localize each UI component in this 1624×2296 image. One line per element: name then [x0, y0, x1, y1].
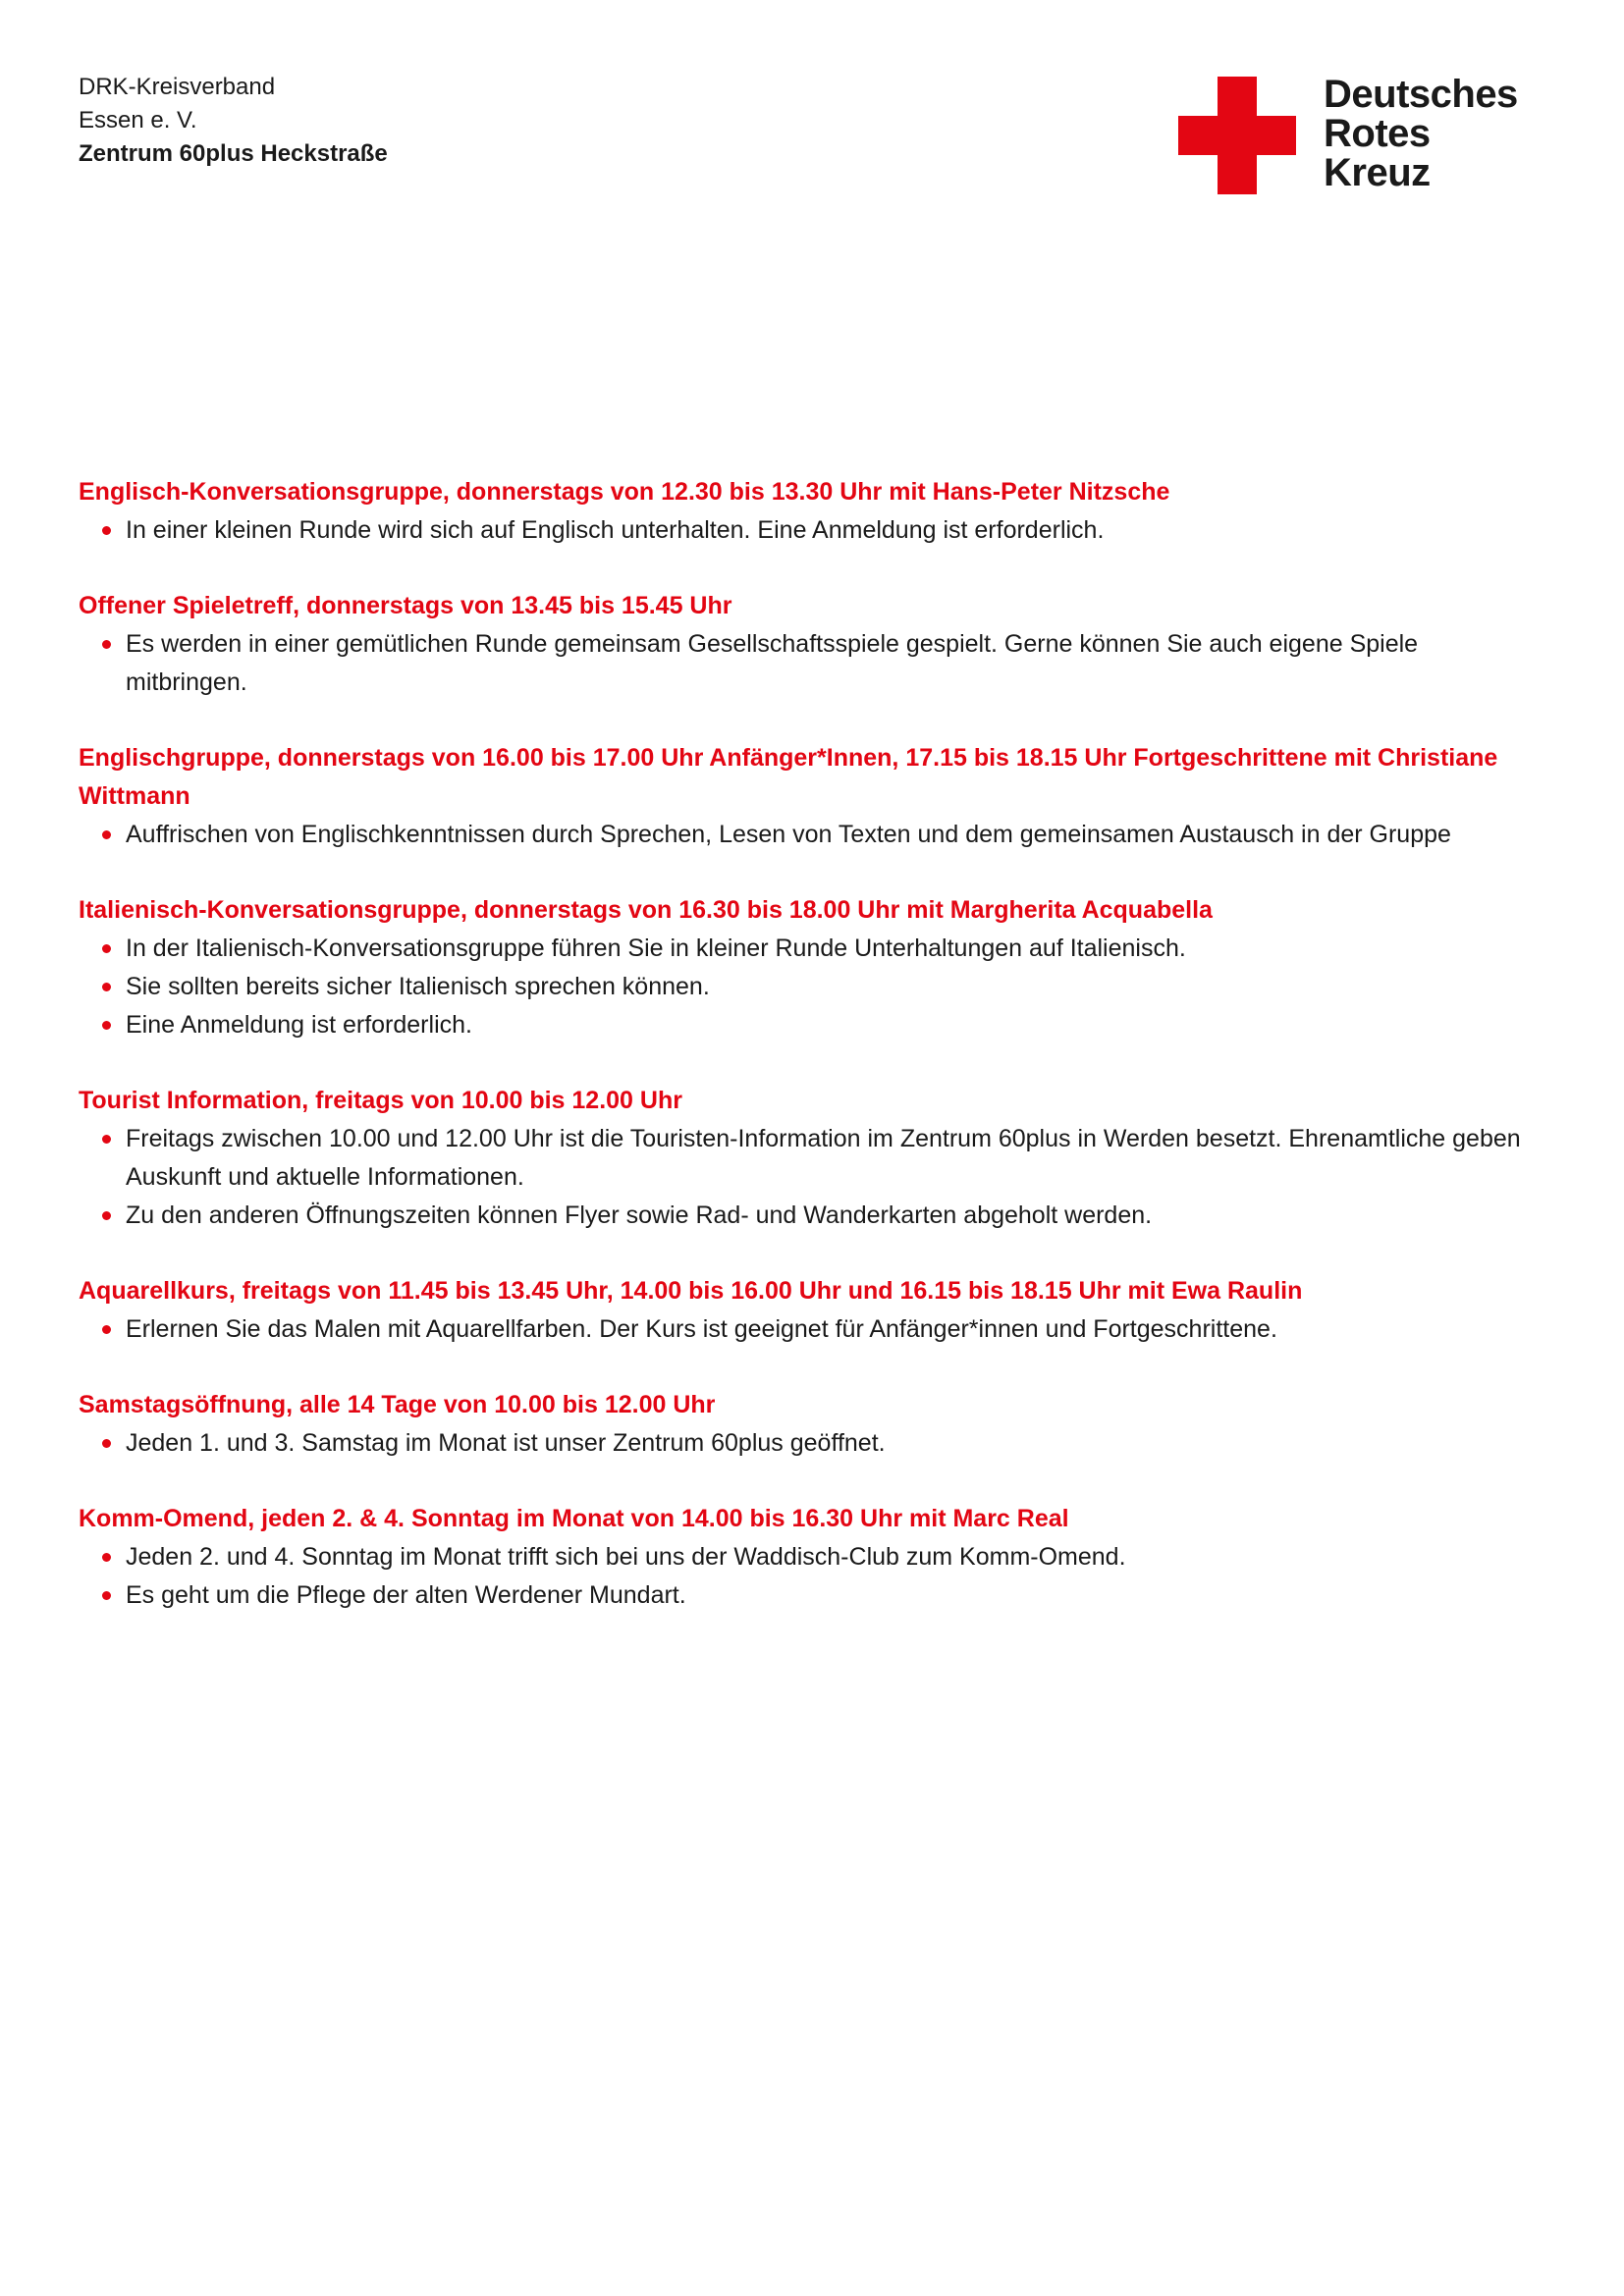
list-item — [79, 1310, 1542, 1349]
bullet-dot-icon — [102, 1439, 111, 1448]
list-item — [79, 625, 1542, 702]
list-item — [79, 968, 1542, 1006]
program-section — [79, 739, 1542, 854]
bullet-list — [79, 1310, 1542, 1349]
list-item — [79, 511, 1542, 550]
bullet-dot-icon — [102, 1553, 111, 1562]
sender-line-center: Zentrum 60plus Heckstraße — [79, 140, 388, 167]
bullet-dot-icon — [102, 1591, 111, 1600]
bullet-list — [79, 816, 1542, 854]
bullet-dot-icon — [102, 1211, 111, 1220]
bullet-dot-icon — [102, 526, 111, 535]
bullet-dot-icon — [102, 640, 111, 649]
list-item — [79, 1197, 1542, 1235]
program-section — [79, 1500, 1542, 1615]
bullet-list — [79, 1538, 1542, 1615]
program-section — [79, 587, 1542, 702]
section-heading: Komm-Omend, jeden 2. & 4. Sonntag im Monat von 14.00 bis 16.30 Uhr mit Marc Real — [79, 1505, 1069, 1532]
section-heading: Englisch-Konversationsgruppe, donnerstags von 12.30 bis 13.30 Uhr mit Hans-Peter Nitzsche — [79, 478, 1170, 506]
sender-line-organization: DRK-Kreisverband — [79, 74, 276, 100]
list-item — [79, 816, 1542, 854]
list-item — [79, 1576, 1542, 1615]
section-heading: Englischgruppe, donnerstags von 16.00 bis 17.00 Uhr Anfänger*Innen, 17.15 bis 18.15 Uhr Fortgeschrittene mit Christiane Wittmann — [79, 744, 1498, 810]
sender-line-city: Essen e. V. — [79, 107, 197, 133]
list-item-text: Jeden 1. und 3. Samstag im Monat ist unser Zentrum 60plus geöffnet. — [126, 1429, 886, 1457]
list-item — [79, 930, 1542, 968]
bullet-dot-icon — [102, 1135, 111, 1144]
sender-address — [79, 71, 388, 171]
list-item-text: Auffrischen von Englischkenntnissen durch Sprechen, Lesen von Texten und dem gemeinsamen Austausch in der Gruppe — [126, 821, 1451, 848]
bullet-list — [79, 511, 1542, 550]
program-section — [79, 1272, 1542, 1349]
program-section — [79, 1386, 1542, 1463]
section-heading: Samstagsöffnung, alle 14 Tage von 10.00 bis 12.00 Uhr — [79, 1391, 716, 1418]
bullet-dot-icon — [102, 830, 111, 839]
list-item-text: In einer kleinen Runde wird sich auf Englisch unterhalten. Eine Anmeldung ist erforderlich. — [126, 516, 1105, 544]
list-item-text: In der Italienisch-Konversationsgruppe führen Sie in kleiner Runde Unterhaltungen auf Italienisch. — [126, 934, 1186, 962]
list-item-text: Zu den anderen Öffnungszeiten können Flyer sowie Rad- und Wanderkarten abgeholt werden. — [126, 1201, 1153, 1229]
list-item — [79, 1006, 1542, 1044]
program-list — [79, 473, 1542, 1652]
section-heading: Offener Spieletreff, donnerstags von 13.45 bis 15.45 Uhr — [79, 592, 732, 619]
logo-wordmark — [1324, 75, 1518, 192]
program-section — [79, 1082, 1542, 1235]
red-cross-icon — [1178, 77, 1296, 194]
list-item — [79, 1538, 1542, 1576]
bullet-list — [79, 1424, 1542, 1463]
list-item-text: Sie sollten bereits sicher Italienisch sprechen können. — [126, 973, 710, 1000]
section-heading: Aquarellkurs, freitags von 11.45 bis 13.45 Uhr, 14.00 bis 16.00 Uhr und 16.15 bis 18.15 Uhr mit Ewa Raulin — [79, 1277, 1303, 1305]
bullet-dot-icon — [102, 1021, 111, 1030]
bullet-dot-icon — [102, 1325, 111, 1334]
bullet-list — [79, 930, 1542, 1044]
logo-word-deutsches: Deutsches — [1324, 73, 1518, 116]
list-item — [79, 1120, 1542, 1197]
list-item-text: Freitags zwischen 10.00 und 12.00 Uhr ist die Touristen-Information im Zentrum 60plus in Werden besetzt. Ehrenamtliche geben Auskunft und aktuelle Informationen. — [126, 1125, 1521, 1191]
program-section — [79, 891, 1542, 1044]
bullet-list — [79, 625, 1542, 702]
logo-word-kreuz: Kreuz — [1324, 151, 1431, 194]
section-heading: Italienisch-Konversationsgruppe, donnerstags von 16.30 bis 18.00 Uhr mit Margherita Acquabella — [79, 896, 1213, 924]
list-item-text: Es geht um die Pflege der alten Werdener Mundart. — [126, 1581, 686, 1609]
list-item-text: Erlernen Sie das Malen mit Aquarellfarben. Der Kurs ist geeignet für Anfänger*innen und Fortgeschrittene. — [126, 1315, 1277, 1343]
list-item-text: Jeden 2. und 4. Sonntag im Monat trifft sich bei uns der Waddisch-Club zum Komm-Omend. — [126, 1543, 1126, 1571]
list-item-text: Es werden in einer gemütlichen Runde gemeinsam Gesellschaftsspiele gespielt. Gerne können Sie auch eigene Spiele mitbringen. — [126, 630, 1419, 696]
bullet-dot-icon — [102, 944, 111, 953]
logo-word-rotes: Rotes — [1324, 112, 1431, 155]
program-section — [79, 473, 1542, 550]
bullet-list — [79, 1120, 1542, 1235]
section-heading: Tourist Information, freitags von 10.00 bis 12.00 Uhr — [79, 1087, 682, 1114]
drk-logo — [1178, 73, 1561, 204]
list-item — [79, 1424, 1542, 1463]
bullet-dot-icon — [102, 983, 111, 991]
list-item-text: Eine Anmeldung ist erforderlich. — [126, 1011, 472, 1039]
